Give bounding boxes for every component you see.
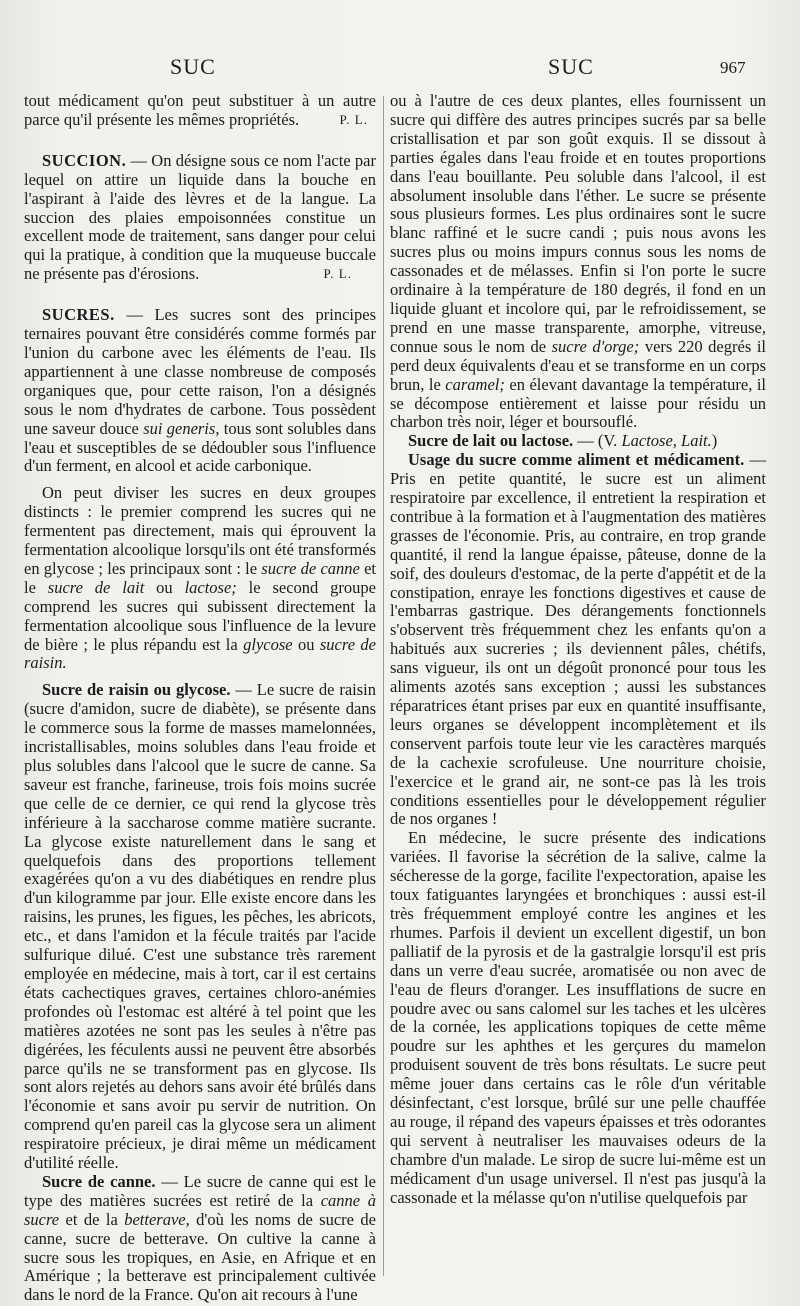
subentry-lait — [390, 432, 766, 451]
emphasis-text: sui generis — [143, 418, 216, 438]
paragraph-text: ou — [292, 634, 320, 654]
entry-text: — Les sucres sont des principes ternaires pouvant être considérés comme formés par l'union du carbone avec les éléments de l'eau. Ils appartiennent à une classe nombreuse de composés organiques que, pour cette raison, l'on a désignés sous le nom d'hydrates de carbone. Tous possèdent une saveur douce — [24, 305, 376, 438]
emphasis-text: glycose — [243, 634, 293, 654]
paragraph-continuation-right — [390, 92, 766, 432]
paragraph-text: vers 220 degrés il perd deux équivalents d'eau et se transforme en un corps brun, le — [390, 336, 766, 394]
subentry-text: et de la — [59, 1209, 125, 1229]
left-running-head: SUC — [170, 54, 216, 79]
paragraph-text: ou — [144, 577, 185, 597]
subentry-text: — Pris en petite quantité, le sucre est un aliment respiratoire par excellence, il entretient la respiration et contribue à la formation et à l'augmentation des matières grasses de l'économie. Pris, au contraire, en trop grande quantité, il rend la langue épaisse, pâteuse, donne de la soif, des douleurs d'estomac, de la perte d'appétit et de la constipation, enraye les fonctions digestives et cause de l'embarras gastrique. Des dérangements fonctionnels s'observent très fréquemment chez les enfants qu'on a habitués aux sucreries ; ils deviennent pâles, chétifs, sans vigueur, ils ont un dégoût prononcé pour tous les aliments azotés sans exception ; aussi les substances réparatrices étant prises par eux en quantité insuffisante, leurs organes se développent incomplètement et ils conservent parfois toute leur vie les caractères marqués de la cachexie scrofuleuse. Une nourriture choisie, l'exercice et le grand air, ne sont-ce pas là les trois conditions essentielles pour le développement régulier de nos organes ! — [390, 450, 766, 829]
subentry-raisin — [24, 681, 376, 1173]
subentry-text: — Le sucre de canne qui est le type des matières sucrées est retiré de la — [24, 1171, 376, 1210]
subentry-usage — [390, 451, 766, 829]
right-column — [390, 92, 766, 1292]
entry-text: , tous sont solubles dans l'eau et susceptibles de se dédoubler sous l'influence d'un ferment, en alcool et acide carbonique. — [24, 418, 376, 476]
subentry-text: — (V. — [573, 431, 622, 451]
emphasis-text: betterave — [124, 1209, 186, 1229]
paragraph-text: En médecine, le sucre présente des indications variées. Il favorise la sécrétion de la salive, calme la sécheresse de la gorge, facilite l'expectoration, apaise les toux fatiguantes laryngées et bronchiques : aussi est-il très fréquemment employé contre les angines et les rhumes. Parfois il devient un excellent digestif, un bon palliatif de la pyrosis et de la gastralgie lorsqu'il est pris dans un verre d'eau sucrée, aromatisée ou non avec de l'eau de fleurs d'oranger. Les insufflations de sucre en poudre avec ou sans calomel sur les taches et les ulcères de la cornée, les applications topiques de cette même poudre sur les aphthes et les gerçures du mamelon produisent souvent de très bons résultats. Le sucre peut même jouer dans certains cas le rôle d'un véritable désinfectant, c'est lorsque, brûlé sur une pelle chauffée au rouge, il répand des vapeurs épaisses et très odorantes qui servent à neutraliser les mauvaises odeurs de la chambre d'un malade. Le sirop de sucre lui-même est un médicament d'un usage universel. Il n'est pas jusqu'à la cassonade et la mélasse qu'on n'utilise quelquefois par — [390, 828, 766, 1207]
emphasis-text: sucre de lait — [47, 577, 145, 597]
paragraph-medecine — [390, 829, 766, 1207]
entry-sucres — [24, 306, 376, 476]
emphasis-text: lactose; — [184, 577, 237, 597]
subentry-text: , d'où les noms de sucre de canne, sucre de betterave. On cultive la canne à sucre sous les tropiques, en Asie, en Afrique et en Amérique ; la betterave est principalement cultivée dans le nord de la France. Qu'on ait recours à l'une — [24, 1209, 376, 1305]
column-divider — [383, 96, 384, 1276]
emphasis-text: sucre de raisin. — [24, 634, 376, 673]
paragraph-text: le second groupe comprend les sucres qui subissent directement la fermentation alcoolique sous l'influence de la levure de bière ; le plus répandu est la — [24, 577, 377, 654]
subentry-canne — [24, 1173, 376, 1305]
author-signature: P. L. — [323, 266, 352, 282]
paragraph-text: en élevant davantage la température, il se décompose entièrement et laisse pour résidu un charbon très noir, léger et boursouflé. — [390, 374, 766, 432]
emphasis-text: caramel; — [445, 374, 505, 394]
entry-text-succion: — On désigne sous ce nom l'acte par lequel on attire un liquide dans la bouche en l'aspirant à l'aide des lèvres et de la langue. La succion des plaies empoisonnées constitue un excellent mode de traitement, sans danger pour celui qui la pratique, à condition que la muqueuse buccale ne présente pas d'érosions. — [24, 150, 376, 284]
left-column — [24, 91, 377, 1305]
emphasis-text: Lactose, Lait. — [621, 431, 712, 451]
emphasis-text: sucre de canne — [261, 558, 360, 578]
subentry-text: ) — [711, 431, 718, 451]
subentry-heading-usage: Usage du sucre comme aliment et médicament. — [408, 450, 745, 470]
entry-heading-succion: SUCCION. — [42, 150, 127, 170]
subentry-text: — Le sucre de raisin (sucre d'amidon, sucre de diabète), se présente dans le commerce sous la forme de masses mamelonnées, incristallisables, moins solubles dans l'eau froide et plus solubles dans l'alcool que le sucre de canne. Sa saveur est franche, farineuse, trois fois moins sucrée que celle de ce dernier, ce qui rend la glycose très inférieure à la saccharose comme matière sucrante. La glycose existe naturellement dans le sang et quelquefois dans des proportions tellement exagérées qu'on a vu des diabétiques en rendre plus d'un kilogramme par jour. Elle existe encore dans les raisins, les prunes, les figues, les pêches, les abricots, etc., et dans l'amidon et la fécule traités par l'acide sulfurique dilué. C'est une substance très rarement employée en médecine, mais à tort, car il est certains états cachectiques graves, certaines chloro-anémies profondes où l'estomac est altéré à tel point que les matières azotées ne sont pas les seules à n'être pas digérées, les féculents aussi ne peuvent être absorbés parce qu'ils ne se transforment pas en glycose. Ils sont alors rejetés au dehors sans avoir été brûlés dans l'économie et sans avoir pu servir de nutrition. On comprend qu'en pareil cas la glycose sera un aliment respiratoire précieux, je dirai même un médicament d'utilité réelle. — [24, 680, 376, 1173]
paragraph-continuation — [24, 92, 376, 130]
subentry-heading-canne: Sucre de canne. — [42, 1171, 156, 1191]
paragraph-text: et le — [24, 558, 376, 597]
emphasis-text: sucre d'orge; — [551, 336, 640, 356]
paragraph-text: On peut diviser les sucres en deux groupes distincts : le premier comprend les sucres qui ne fermentent pas directement, mais qui éprouvent la fermentation alcoolique lorsqu'ils ont été transformés en glycose ; les principaux sont : le — [24, 483, 376, 578]
right-running-head: SUC — [548, 54, 594, 79]
emphasis-text: canne à sucre — [24, 1190, 376, 1229]
running-header — [0, 50, 800, 80]
paragraph-groups — [24, 484, 376, 673]
paragraph-text: ou à l'autre de ces deux plantes, elles fournissent un sucre qui diffère des autres principes sucrés par sa belle cristallisation et par son goût exquis. Il se dissout à parties égales dans l'eau froide et en toutes proportions dans l'eau bouillante. Peu soluble dans l'alcool, il est absolument insoluble dans l'éther. Le sucre se présente sous plusieurs formes. Les plus ordinaires sont le sucre blanc raffiné et le sucre candi ; puis nous avons les sucres plus ou moins impurs connus sous les noms de cassonades et de mélasses. Enfin si l'on porte le sucre ordinaire à la température de 180 degrés, il fond en un liquide gluant et incolore qui, par le refroidissement, se prend en une masse transparente, amorphe, vitreuse, connue sous le nom de — [390, 91, 766, 356]
entry-succion — [24, 152, 376, 284]
page-number: 967 — [720, 58, 746, 77]
author-signature: P. L. — [339, 111, 368, 127]
entry-heading-sucres: SUCRES. — [42, 305, 115, 325]
subentry-heading-raisin: Sucre de raisin ou glycose. — [42, 680, 231, 700]
continuation-text: tout médicament qu'on peut substituer à un autre parce qu'il présente les mêmes propriétés. — [24, 91, 376, 129]
subentry-heading-lait: Sucre de lait ou lactose. — [408, 431, 574, 451]
